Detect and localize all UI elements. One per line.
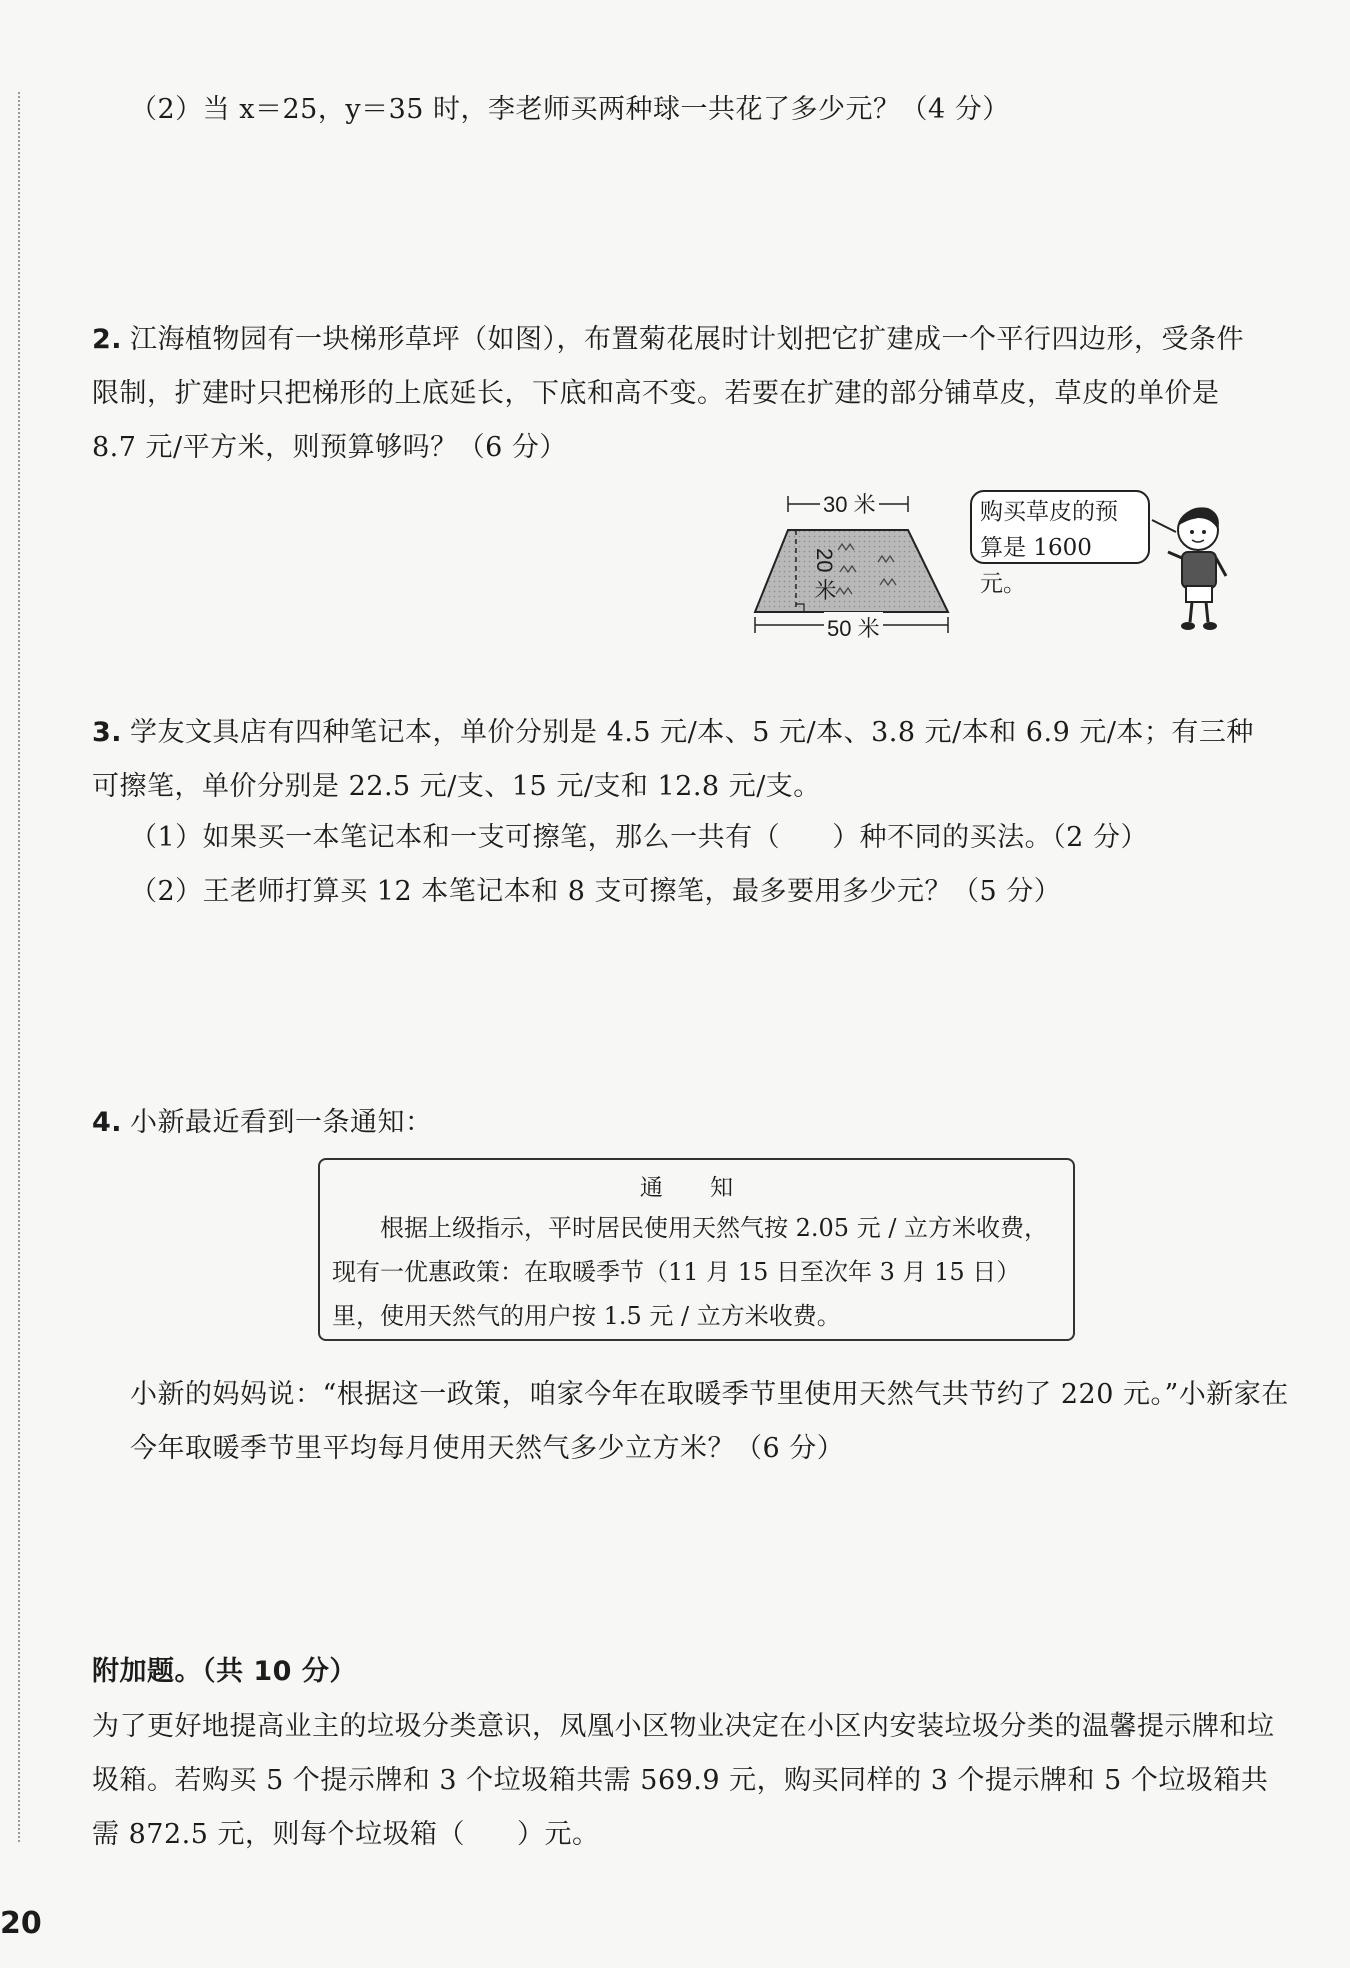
bottom-base-label: 50 米 — [824, 612, 883, 643]
bonus-text: 为了更好地提高业主的垃圾分类意识，凤凰小区物业决定在小区内安装垃圾分类的温馨提示牌和垃圾箱。若购买 5 个提示牌和 3 个垃圾箱共需 569.9 元，购买同样的 3 个提示牌和 5 个垃圾箱共需 872.5 元，则每个垃圾箱（ — [92, 1711, 1275, 1850]
trapezoid-lawn — [755, 530, 948, 612]
binding-margin-rule — [18, 92, 20, 1842]
height-label: 20 米 — [812, 548, 837, 601]
page-number: 20 — [0, 1906, 42, 1941]
boy-character-icon — [1146, 498, 1236, 638]
trapezoid-figure — [748, 490, 1238, 640]
notice-title: 通 知 — [639, 1175, 754, 1201]
question-3-part2: （2）王老师打算买 12 本笔记本和 8 支可擦笔，最多要用多少元？（5 分） — [130, 876, 1062, 907]
question-2-text: 江海植物园有一块梯形草坪（如图），布置菊花展时计划把它扩建成一个平行四边形，受条件限制，扩建时只把梯形的上底延长，下底和高不变。若要在扩建的部分铺草皮，草皮的单价是 8.7 元/平方米，则预算够吗？（6 分） — [92, 324, 1245, 463]
question-2-number: 2. — [92, 324, 123, 355]
question-3 — [92, 706, 1257, 814]
question-2 — [92, 313, 1257, 475]
bonus-question — [92, 1700, 1292, 1862]
question-4-number: 4. — [92, 1107, 123, 1138]
question-3-part1-text: （1）如果买一本笔记本和一支可擦笔，那么一共有（ — [130, 822, 781, 853]
question-3-part1-suffix: ）种不同的买法。（2 分） — [832, 822, 1148, 853]
question-4-intro: 小新最近看到一条通知： — [130, 1107, 433, 1138]
top-base-label: 30 米 — [820, 488, 879, 519]
speech-bubble: 购买草皮的预算是 1600 元。 — [970, 490, 1150, 564]
question-4-question: 小新的妈妈说：“根据这一政策，咱家今年在取暖季节里使用天然气共节约了 220 元。”小新家在今年取暖季节里平均每月使用天然气多少立方米？（6 分） — [130, 1379, 1289, 1464]
question-3-text: 学友文具店有四种笔记本，单价分别是 4.5 元/本、5 元/本、3.8 元/本和 6.9 元/本；有三种可擦笔，单价分别是 22.5 元/支、15 元/支和 12.8 元/支。 — [92, 717, 1254, 802]
question-4 — [92, 1103, 433, 1143]
q1-part2: （2）当 x＝25，y＝35 时，李老师买两种球一共花了多少元？（4 分） — [130, 94, 1010, 125]
question-3-part1 — [130, 818, 1148, 858]
question-3-number: 3. — [92, 717, 123, 748]
notice-body: 根据上级指示，平时居民使用天然气按 2.05 元 / 立方米收费，现有一优惠政策：在取暖季节（11 月 15 日至次年 3 月 15 日）里，使用天然气的用户按 1.5 元 / 立方米收费。 — [332, 1214, 1049, 1330]
bonus-heading: 附加题。（共 10 分） — [92, 1656, 357, 1687]
notice-box — [318, 1158, 1075, 1341]
bonus-text-suffix: ）元。 — [516, 1819, 600, 1850]
